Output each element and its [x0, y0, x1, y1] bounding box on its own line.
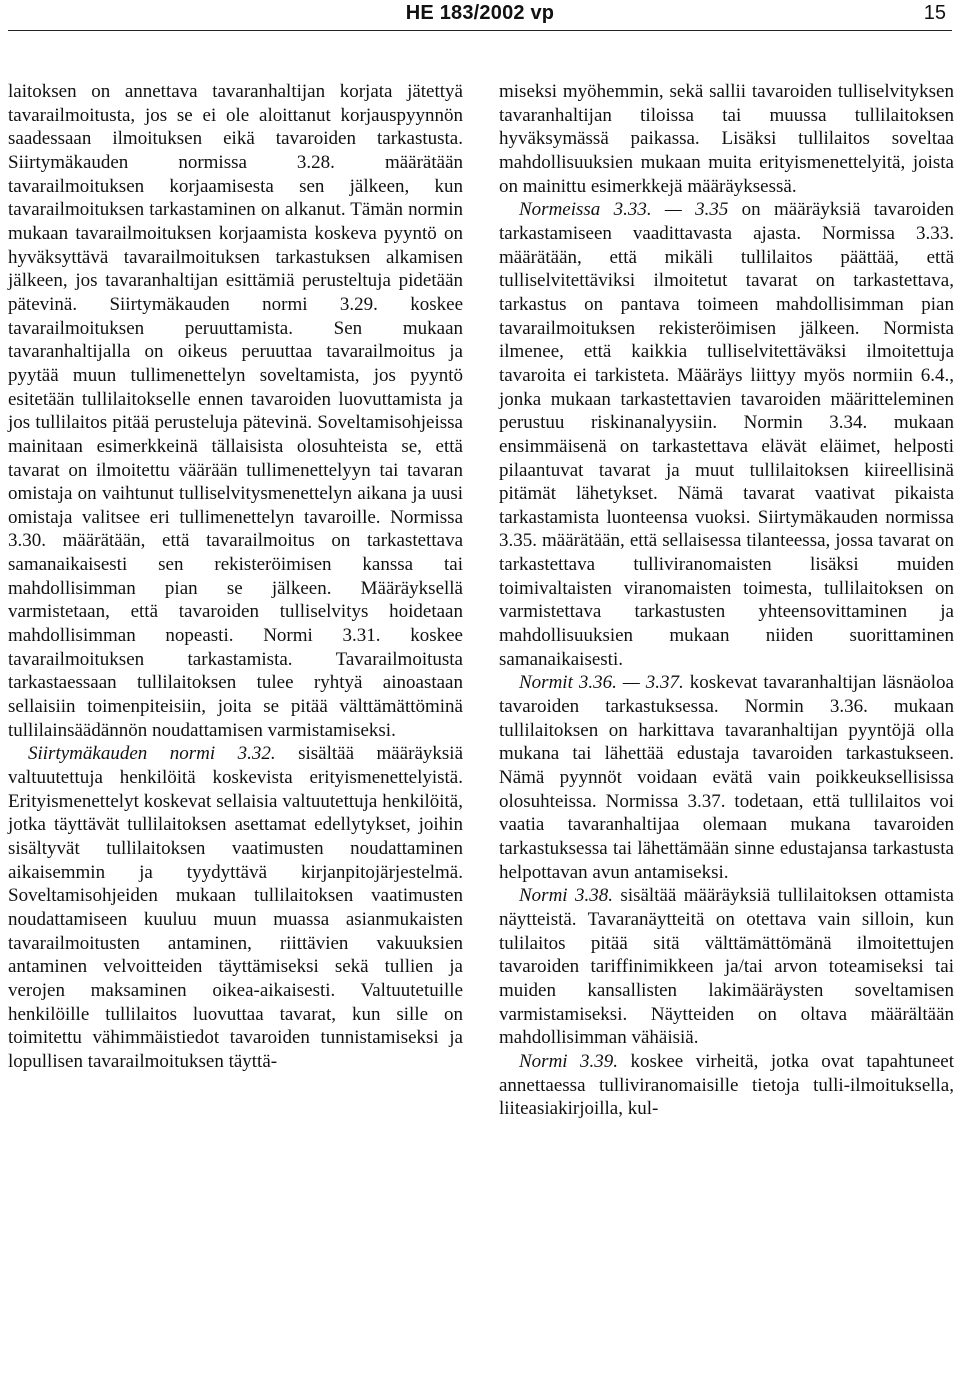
paragraph-text: miseksi myöhemmin, sekä sallii tavaroiden tulliselvityksen tavaranhaltijan tiloissa tai muussa tullilaitoksen hyväksymässä paikassa. Lisäksi tullilaitos soveltaa mahdollisuuksien mukaan muita erityismenettelyitä, joista on mainittu esimerkkejä määräyksessä. [499, 81, 954, 197]
paragraph-text: sisältää määräyksiä tullilaitoksen ottamista näytteistä. Tavaranäytteitä on otettava vain silloin, kun tulilaitos pitää sitä välttämättömänä ilmoitettujen tavaroiden tariffinimikkeen ja/tai arvon toteamiseksi tai muiden kansallisten lakimääräysten soveltamisen varmistamiseksi. Näytteiden on oltava määrältään mahdollisimman vähäisiä. [499, 885, 954, 1049]
page-number: 15 [923, 2, 946, 24]
document-id: HE 183/2002 vp [405, 2, 555, 24]
paragraph [499, 198, 954, 671]
norm-reference: Normit 3.36. — 3.37. [519, 672, 684, 694]
right-column [499, 80, 954, 1121]
paragraph-text: sisältää määräyksiä valtuutettuja henkilöitä koskevista erityismenettelyistä. Erityismenettelyt koskevat sellaisia valtuutettuja henkilöitä, jotka täyttävät tullilaitoksen asettamat edellytykset, joihin sisältyvät tullilaitoksen vaatimusten noudattaminen aikaisemmin ja tyydyttävä kirjanpitojärjestelmä. Soveltamisohjeiden mukaan tullilaitoksen vaatimusten noudattamiseen kuuluu muun muassa asianmukaisten tavarailmoitusten antaminen, riittävien vakuuksien antaminen velvoitteiden täyttämiseksi sekä tullien ja verojen maksaminen oikea-aikaisesti. Valtuutetuille henkilöille tullilaitos luovuttaa tavarat, kun sille on toimitettu vähimmäistiedot tavaroiden tunnistamiseksi ja lopullisen tavarailmoituksen täyttä- [8, 743, 463, 1072]
norm-reference: Normi 3.38. [519, 885, 613, 907]
paragraph [499, 80, 954, 198]
paragraph [499, 884, 954, 1050]
page-header [8, 0, 952, 31]
paragraph-text: laitoksen on annettava tavaranhaltijan korjata jätettyä tavarailmoitusta, jos se ei ole aloittanut korjauspyynnön saadessaan ilmoituksen eikä tavaroiden tarkastusta. Siirtymäkauden normissa 3.28. määrätään tavarailmoituksen korjaamisesta sen jälkeen, kun tavarailmoituksen tarkastaminen on alkanut. Tämän normin mukaan tavarailmoituksen korjaamista koskeva pyyntö on hyväksyttävä tavarailmoituksen tarkastuksen alkamisen jälkeen, jos tavaranhaltijan esittämiä perusteltuja pidetään pätevinä. Siirtymäkauden normi 3.29. koskee tavarailmoituksen peruuttamista. Sen mukaan tavaranhaltijalla on oikeus peruuttaa tavarailmoitus ja pyytää muun tullimenettelyn soveltamista, jos pyyntö esitetään tullilaitokselle ennen tavaroiden luovuttamista ja jos tullilaitos pitää perusteluja pätevinä. Soveltamisohjeissa mainitaan esimerkkeinä tällaisista olosuhteista se, että tavarat on ilmoitettu väärään tullimenettelyyn tai tavaran omistaja on vaihtunut tulliselvitysmenettelyn aikana ja uusi omistaja valitsee eri tullimenettelyn tavaroille. Normissa 3.30. määrätään, että tavarailmoitus on tarkastettava samanaikaisesti sen rekisteröimisen kanssa tai mahdollisimman pian se jälkeen. Määräyksellä varmistetaan, että tavaroiden tulliselvitys hoidetaan mahdollisimman nopeasti. Normi 3.31. koskee tavarailmoituksen tarkastamista. Tavarailmoitusta tarkastaessaan tullilaitoksen tulee ryhtyä ainoastaan sellaisiin toimenpiteisiin, joita se pitää välttämättöminä tullilainsäädännön noudattamisen varmistamiseksi. [8, 81, 463, 741]
paragraph-text: on määräyksiä tavaroiden tarkastamiseen vaadittavasta ajasta. Normissa 3.33. määrätään, että mikäli tullilaitos päättää, että tulliselvitettäviksi ilmoitetut tavarat on tarkastettava, tarkastus on pantava toimeen mahdollisimman pian tavarailmoituksen rekisteröimisen jälkeen. Normista ilmenee, että kaikkia tulliselvitettäväksi ilmoitettuja tavaroita ei tarkisteta. Määräys liittyy myös normiin 6.4., jonka mukaan tarkastettavien tavaroiden määritteleminen perustuu riskinanalyysiin. Normin 3.34. mukaan ensimmäisenä on tarkastettava elävät eläimet, helposti pilaantuvat tavarat ja muut tullilaitoksen kiireellisinä pitämät lähetykset. Nämä tavarat vaativat pikaista tarkastamista luonteensa vuoksi. Siirtymäkauden normissa 3.35. määrätään, että sellaisessa tilanteessa, jossa tavarat on tarkastettava tulliviranomaisten lisäksi muiden toimivaltaisten viranomaisten toimesta, tullilaitoksen on varmistettava tarkastusten yhteensovittaminen ja mahdollisuuksien mukaan niiden suorittaminen samanaikaisesti. [499, 199, 955, 670]
paragraph [499, 1050, 954, 1121]
paragraph [499, 671, 954, 884]
norm-reference: Siirtymäkauden normi 3.32. [28, 743, 276, 765]
paragraph-text: koskevat tavaranhaltijan läsnäoloa tavaroiden tarkastuksessa. Normin 3.36. mukaan tullilaitoksen on harkittava tavaranhaltijan pyyntöjä olla mukana tai lähettää edustaja tavaroiden tarkastukseen. Nämä pyynnöt voidaan evätä vain poikkeuksellisissa olosuhteissa. Normissa 3.37. todetaan, että tullilaitos voi vaatia tavaranhaltijaa olemaan mukana tavaroiden tarkastuksessa tai lähettämään sinne edustajansa tarkastusta helpottavan avun antamiseksi. [499, 672, 954, 883]
paragraph-text: koskee virheitä, jotka ovat tapahtuneet annettaessa tulliviranomaisille tietoja tulli-ilmoituksella, liiteasiakirjoilla, kul- [499, 1050, 955, 1120]
norm-reference: Normeissa 3.33. — 3.35 [519, 199, 729, 221]
left-column [8, 80, 463, 1074]
paragraph [8, 742, 463, 1073]
paragraph [8, 80, 463, 742]
norm-reference: Normi 3.39. [519, 1050, 619, 1072]
